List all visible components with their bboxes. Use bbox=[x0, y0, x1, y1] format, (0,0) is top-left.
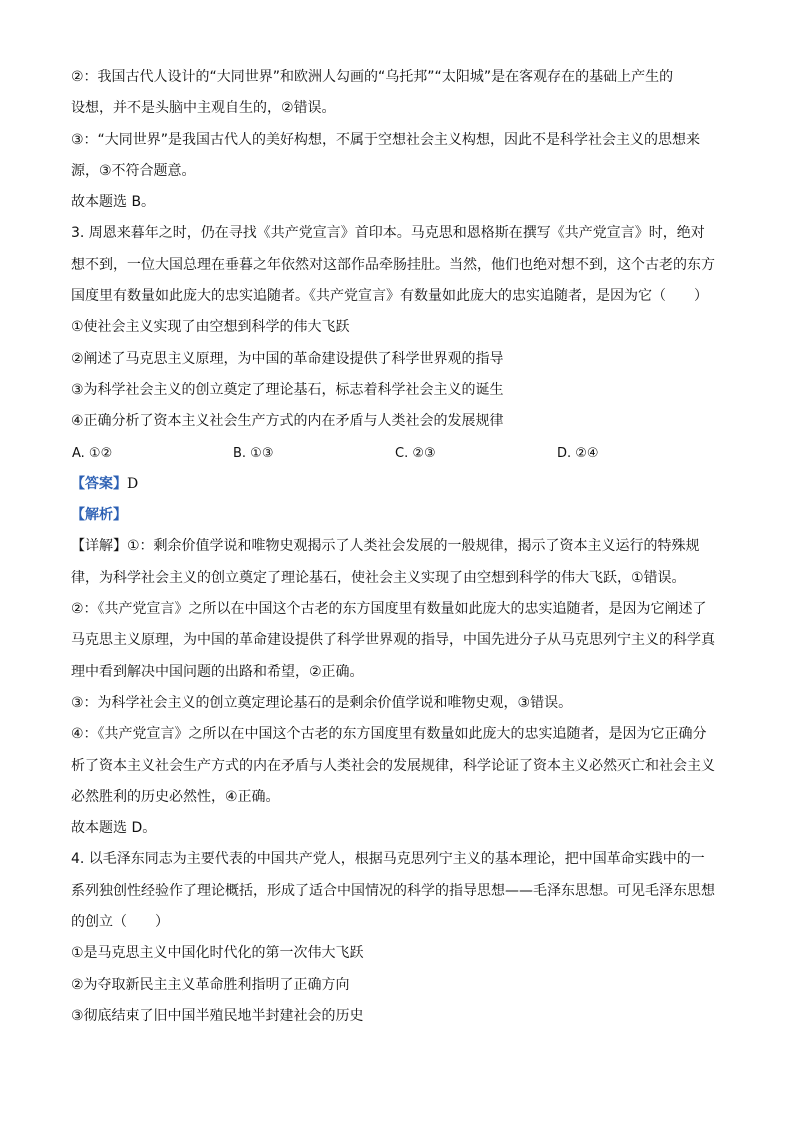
analysis-line bbox=[71, 500, 723, 531]
question-3-statement-2: ②阐述了马克思主义原理，为中国的革命建设提供了科学世界观的指导 bbox=[71, 350, 504, 367]
text-line: ③：为科学社会主义的创立奠定理论基石的是剩余价值学说和唯物史观，③错误。 bbox=[71, 694, 573, 711]
detail-text: ①：剩余价值学说和唯物史观揭示了人类社会发展的一般规律，揭示了资本主义运行的特殊规 bbox=[127, 538, 700, 555]
detail-line bbox=[71, 531, 723, 562]
question-4-stem: 4. 以毛泽东同志为主要代表的中国共产党人，根据马克思列宁主义的基本理论，把中国革命实践中的一 bbox=[71, 851, 705, 868]
detail-tag: 【详解】 bbox=[71, 538, 127, 555]
text-line: 析了资本主义社会生产方式的内在矛盾与人类社会的发展规律，科学论证了资本主义必然灭亡和社会主义 bbox=[71, 757, 715, 774]
question-3-statement-1: ①使社会主义实现了由空想到科学的伟大飞跃 bbox=[71, 319, 350, 336]
question-3-statement-3: ③为科学社会主义的创立奠定了理论基石，标志着科学社会主义的诞生 bbox=[71, 381, 504, 398]
option-a: A. ①② bbox=[72, 445, 113, 461]
text-line: ②：我国古代人设计的“大同世界”和欧洲人勾画的“乌托邦”“太阳城”是在客观存在的基础上产生的 bbox=[71, 69, 674, 85]
text-line: 源，③不符合题意。 bbox=[71, 162, 196, 179]
text-line: ③：“大同世界”是我国古代人的美好构想，不属于空想社会主义构想，因此不是科学社会主义的思想来 bbox=[71, 131, 701, 148]
document-page bbox=[71, 62, 723, 1032]
text-line: ④：《共产党宣言》之所以在中国这个古老的东方国度里有数量如此庞大的忠实追随者，是因为它正确分 bbox=[71, 726, 707, 743]
answer-tag: 【答案】 bbox=[71, 475, 127, 492]
answer-line bbox=[71, 469, 723, 500]
question-3-stem: 3. 周恩来暮年之时，仍在寻找《共产党宣言》首印本。马克思和恩格斯在撰写《共产党宣言》时，绝对 bbox=[71, 225, 705, 242]
text-line: 设想，并不是头脑中主观自生的，②错误。 bbox=[71, 100, 336, 117]
text-line: 故本题选 D。 bbox=[71, 820, 157, 837]
question-4-stem: 系列独创性经验作了理论概括，形成了适合中国情况的科学的指导思想——毛泽东思想。可见毛泽东思想 bbox=[71, 882, 715, 899]
question-4-statement-3: ③彻底结束了旧中国半殖民地半封建社会的历史 bbox=[71, 1007, 364, 1024]
question-3-stem: 国度里有数量如此庞大的忠实追随者。《共产党宣言》有数量如此庞大的忠实追随者，是因为它（ ） bbox=[71, 288, 708, 305]
option-d: D. ②④ bbox=[557, 445, 599, 461]
question-4-stem: 的创立（ ） bbox=[71, 914, 169, 931]
text-line: 律，为科学社会主义的创立奠定了理论基石，使社会主义实现了由空想到科学的伟大飞跃，①错误。 bbox=[71, 569, 686, 586]
answer-value: D bbox=[127, 475, 139, 492]
text-line: ②：《共产党宣言》之所以在中国这个古老的东方国度里有数量如此庞大的忠实追随者，是因为它阐述了 bbox=[71, 601, 707, 618]
question-4-statement-2: ②为夺取新民主主义革命胜利指明了正确方向 bbox=[71, 976, 350, 993]
question-3-statement-4: ④正确分析了资本主义社会生产方式的内在矛盾与人类社会的发展规律 bbox=[71, 413, 504, 430]
text-line: 马克思主义原理，为中国的革命建设提供了科学世界观的指导，中国先进分子从马克思列宁主义的科学真 bbox=[71, 632, 715, 649]
question-3-options bbox=[71, 438, 723, 469]
text-line: 理中看到解决中国问题的出路和希望，②正确。 bbox=[71, 663, 364, 680]
analysis-tag: 【解析】 bbox=[71, 507, 127, 524]
question-3-stem: 想不到，一位大国总理在垂暮之年依然对这部作品牵肠挂肚。当然，他们也绝对想不到，这个古老的东方 bbox=[71, 256, 715, 273]
option-c: C. ②③ bbox=[395, 445, 436, 461]
text-line: 故本题选 B。 bbox=[71, 194, 156, 211]
question-4-statement-1: ①是马克思主义中国化时代化的第一次伟大飞跃 bbox=[71, 945, 364, 962]
text-line: 必然胜利的历史必然性，④正确。 bbox=[71, 788, 280, 805]
option-b: B. ①③ bbox=[233, 445, 274, 461]
